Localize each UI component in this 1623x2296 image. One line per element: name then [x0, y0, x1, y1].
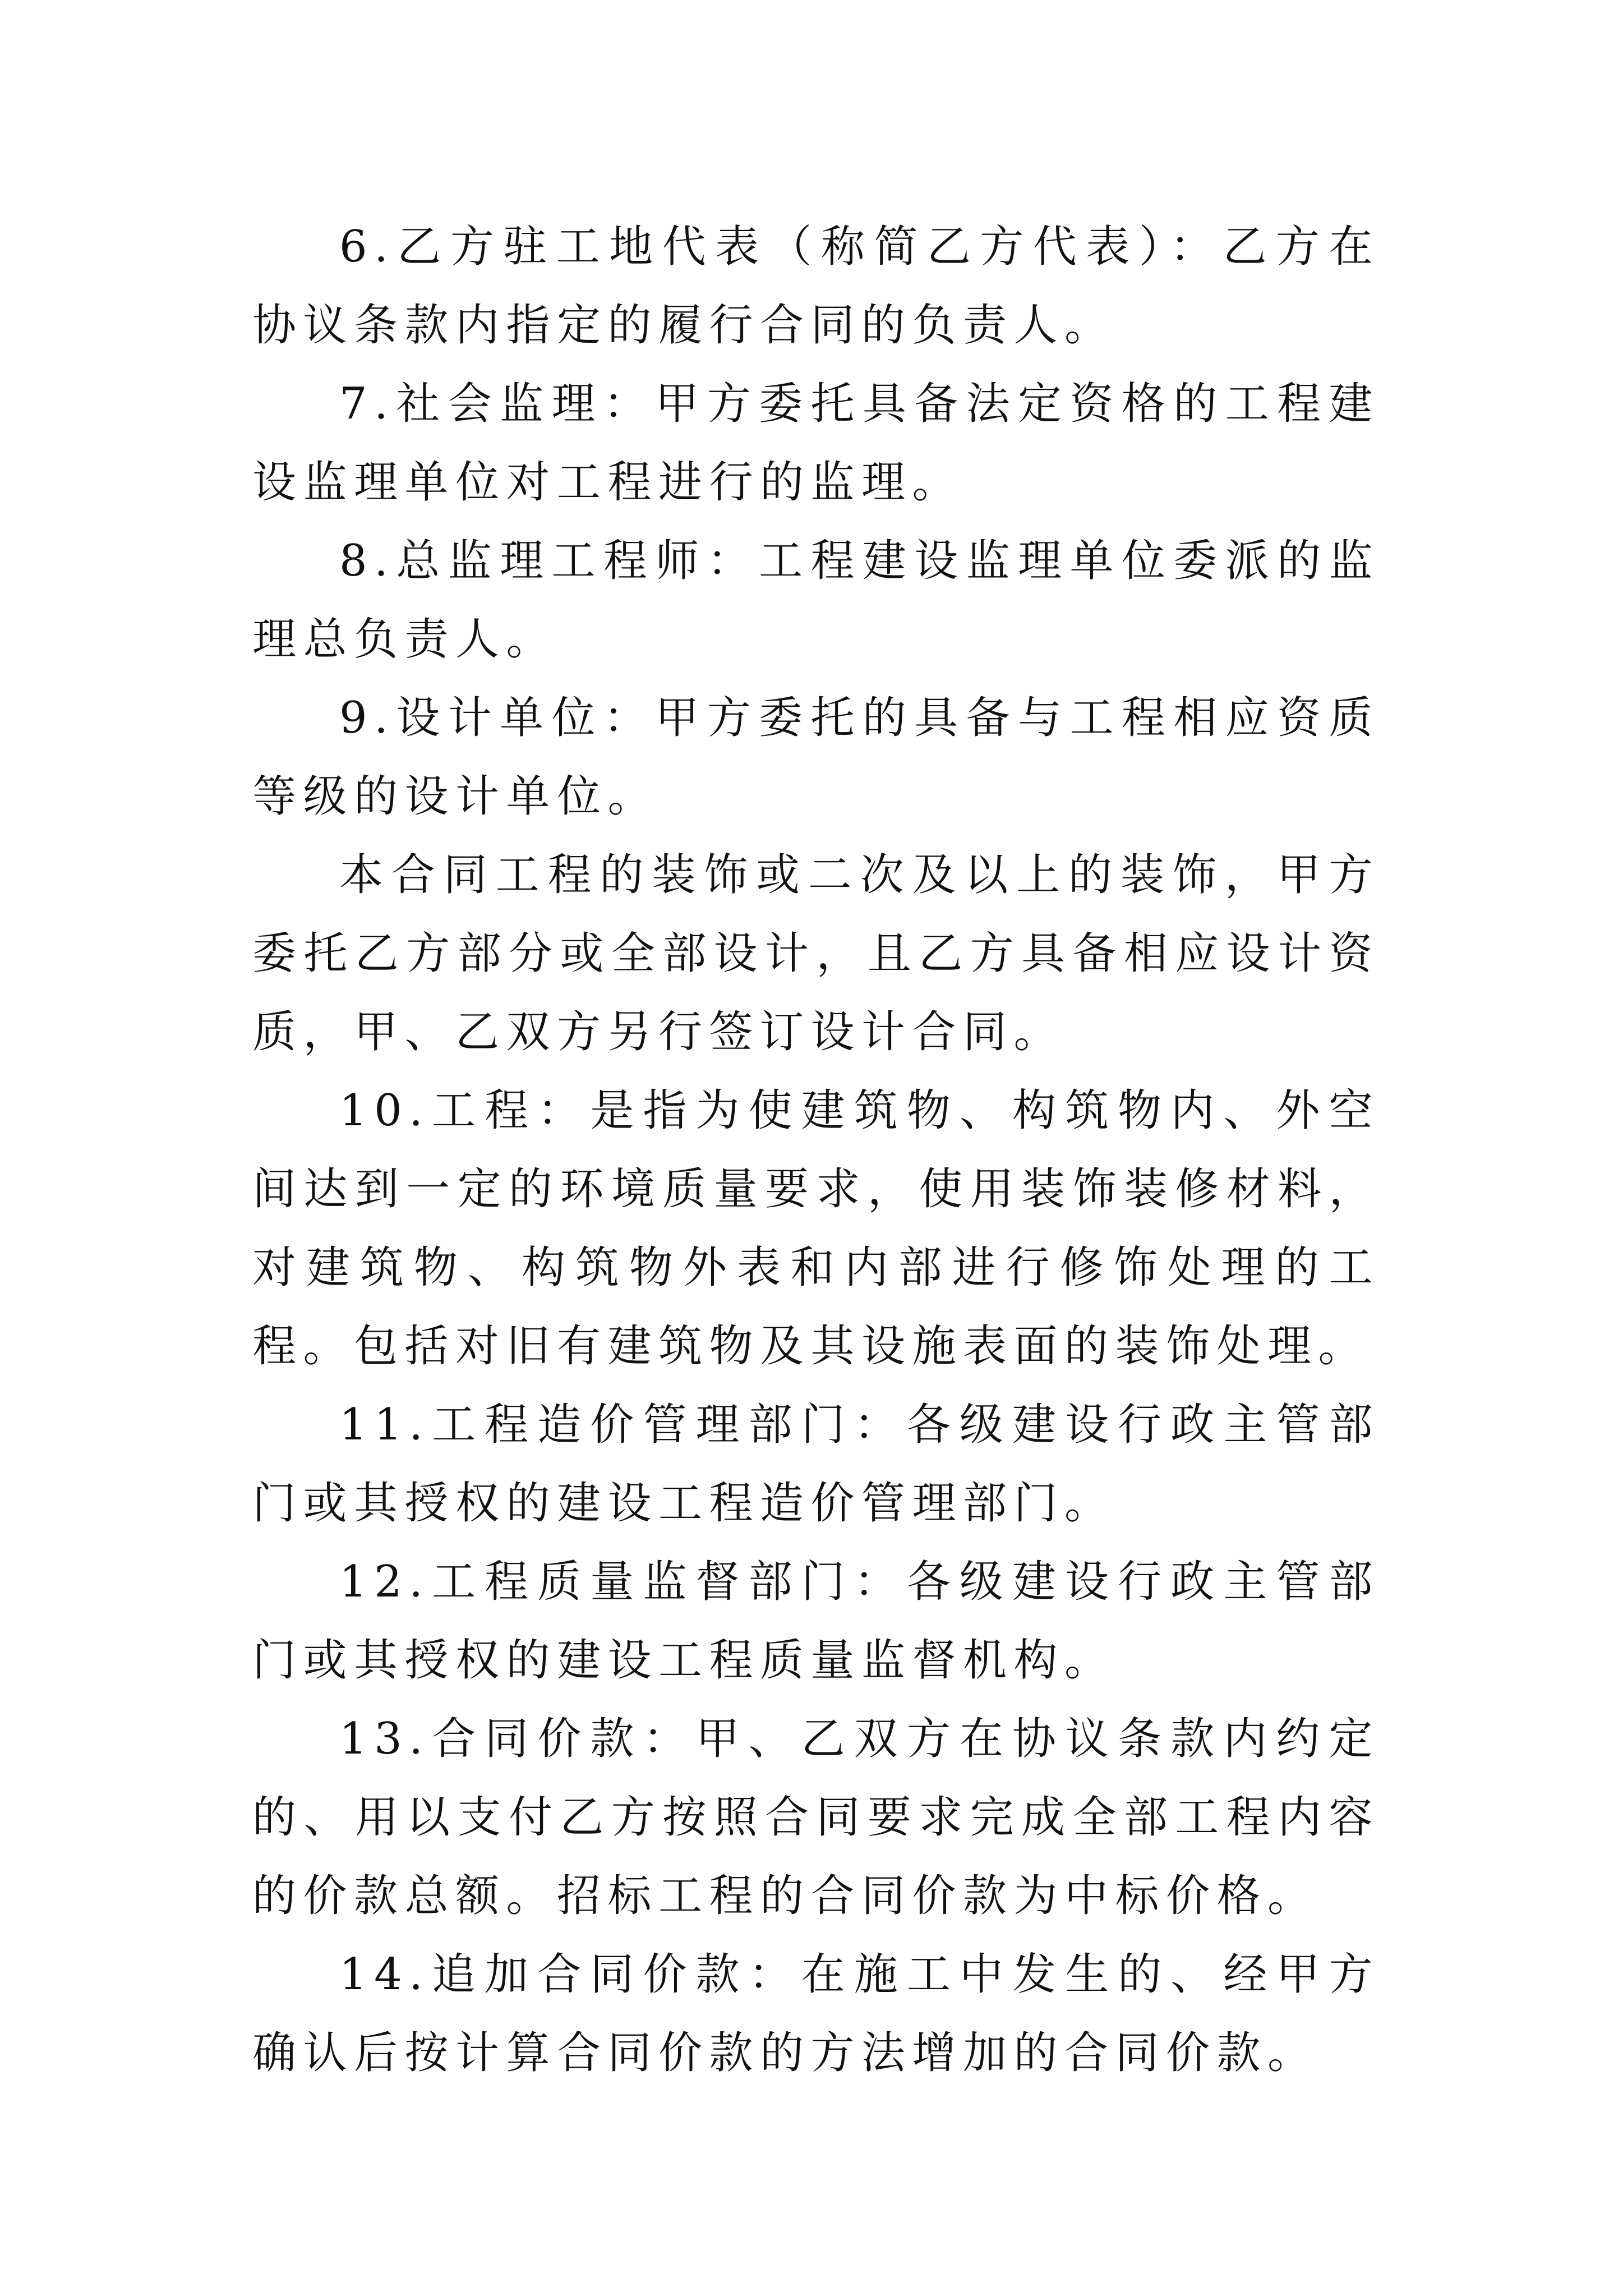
paragraph-9-note: 本合同工程的装饰或二次及以上的装饰，甲方委托乙方部分或全部设计，且乙方具备相应设计资质，甲、乙双方另行签订设计合同。 — [252, 850, 1380, 1057]
paragraph-7: 7.社会监理：甲方委托具备法定资格的工程建设监理单位对工程进行的监理。 — [252, 379, 1380, 508]
paragraph-14: 14.追加合同价款：在施工中发生的、经甲方确认后按计算合同价款的方法增加的合同价款。 — [252, 1949, 1380, 2078]
paragraph-13: 13.合同价款：甲、乙双方在协议条款内约定的、用以支付乙方按照合同要求完成全部工程内容的价款总额。招标工程的合同价款为中标价格。 — [252, 1714, 1380, 1921]
paragraph-12: 12.工程质量监督部门：各级建设行政主管部门或其授权的建设工程质量监督机构。 — [252, 1557, 1380, 1686]
paragraph-11: 11.工程造价管理部门：各级建设行政主管部门或其授权的建设工程造价管理部门。 — [252, 1400, 1380, 1529]
document-body — [252, 208, 1380, 2092]
paragraph-6: 6.乙方驻工地代表（称简乙方代表）：乙方在协议条款内指定的履行合同的负责人。 — [252, 222, 1380, 351]
paragraph-8: 8.总监理工程师：工程建设监理单位委派的监理总负责人。 — [252, 536, 1380, 665]
paragraph-9: 9.设计单位：甲方委托的具备与工程相应资质等级的设计单位。 — [252, 693, 1380, 822]
paragraph-10: 10.工程：是指为使建筑物、构筑物内、外空间达到一定的环境质量要求，使用装饰装修材料，对建筑物、构筑物外表和内部进行修饰处理的工程。包括对旧有建筑物及其设施表面的装饰处理。 — [252, 1085, 1380, 1372]
